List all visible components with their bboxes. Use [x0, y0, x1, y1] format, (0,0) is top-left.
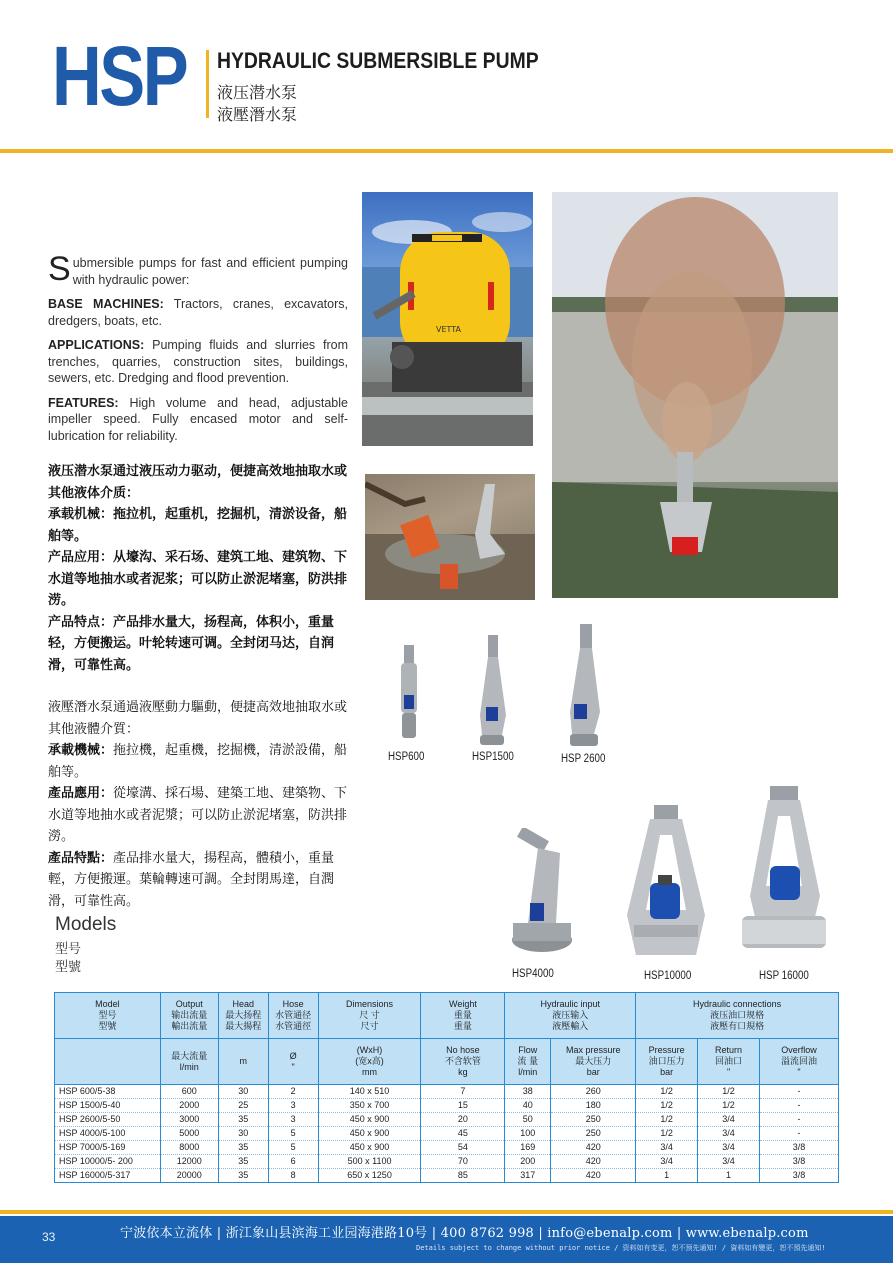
chinese-traditional — [48, 697, 348, 912]
value-cell: 600 — [160, 1085, 218, 1099]
truck-photo — [362, 192, 533, 446]
base-text: Tractors, cranes, excavators, dredgers, boats, etc. — [48, 297, 348, 328]
footer-contact: 宁波依本立流体 | 浙江象山县滨海工业园海港路10号 | 400 8762 998 | info@ebenalp.com | www.ebenalp.com — [120, 1226, 809, 1241]
value-cell: 35 — [218, 1169, 268, 1183]
page-title: HYDRAULIC SUBMERSIBLE PUMP — [217, 48, 539, 73]
cn-paragraph: 产品应用：从壕沟、采石场、建筑工地、建筑物、下水道等地抽水或者泥浆；可以防止淤泥堵塞，防洪排涝。 — [48, 550, 348, 608]
value-cell: 1 — [636, 1169, 698, 1183]
value-cell: 2 — [268, 1085, 318, 1099]
unit-return: Return 回油口 " — [698, 1039, 760, 1085]
value-cell: 3/8 — [760, 1169, 839, 1183]
cn-trad-paragraph — [48, 740, 348, 783]
label-hsp16000: HSP 16000 — [759, 970, 809, 982]
truck-illustration — [362, 192, 533, 446]
value-cell: 650 x 1250 — [318, 1169, 421, 1183]
hsp16000-image — [740, 786, 830, 956]
intro-lead — [48, 250, 348, 288]
value-cell: 100 — [505, 1127, 551, 1141]
value-cell: 6 — [268, 1155, 318, 1169]
value-cell: - — [760, 1127, 839, 1141]
value-cell: 3/4 — [698, 1155, 760, 1169]
value-cell: 85 — [421, 1169, 505, 1183]
value-cell: 1 — [698, 1169, 760, 1183]
value-cell: 180 — [551, 1099, 636, 1113]
cn-trad-paragraph — [48, 783, 348, 848]
value-cell: 50 — [505, 1113, 551, 1127]
unit-max-pressure: Max pressure 最大压力 bar — [551, 1039, 636, 1085]
spec-table — [54, 992, 839, 1183]
value-cell: 169 — [505, 1141, 551, 1155]
value-cell: 45 — [421, 1127, 505, 1141]
trench-photo — [365, 474, 535, 600]
subtitle-simplified: 液压潜水泵 — [217, 83, 298, 102]
value-cell: 260 — [551, 1085, 636, 1099]
table-row — [55, 1113, 839, 1127]
applications-text: Pumping fluids and slurries from trenches, quarries, construction sites, buildings, sewers, etc. Dredging and flood prevention. — [48, 338, 348, 385]
intro-applications — [48, 337, 348, 387]
label-hsp1500: HSP1500 — [472, 751, 514, 763]
intro-lead-text: ubmersible pumps for fast and efficient pumping with hydraulic power: — [72, 256, 348, 287]
value-cell: - — [760, 1113, 839, 1127]
models-subtitle-traditional: 型號 — [55, 960, 82, 975]
features-text: High volume and head, adjustable impeller speed. Fully encased motor and self-lubrication for reliability. — [48, 395, 348, 443]
base-label: BASE MACHINES: — [48, 297, 164, 311]
value-cell: 5 — [268, 1141, 318, 1155]
table-unit-row — [55, 1039, 839, 1085]
hsp-logo: HSP — [52, 29, 187, 123]
header-divider — [206, 50, 209, 118]
models-subtitle-simplified: 型号 — [55, 942, 82, 957]
value-cell: 54 — [421, 1141, 505, 1155]
footer-disclaimer: Details subject to change without prior notice / 资料如有变更，恕不预先通知! / 資料如有變更，恕不預先通知! — [416, 1244, 826, 1252]
unit-pressure: Pressure 油口压力 bar — [636, 1039, 698, 1085]
intro-base — [48, 296, 348, 329]
value-cell: 25 — [218, 1099, 268, 1113]
value-cell: 1/2 — [636, 1113, 698, 1127]
value-cell: 3000 — [160, 1113, 218, 1127]
model-cell: HSP 10000/5- 200 — [55, 1155, 161, 1169]
intro-english — [48, 250, 348, 452]
cn-trad-paragraph — [48, 848, 348, 913]
table-row — [55, 1099, 839, 1113]
subtitle-traditional: 液壓潛水泵 — [217, 105, 298, 124]
value-cell: 2000 — [160, 1099, 218, 1113]
header-dimensions: Dimensions 尺 寸 尺寸 — [318, 993, 421, 1039]
model-cell: HSP 600/5-38 — [55, 1085, 161, 1099]
unit-model — [55, 1039, 161, 1085]
label-hsp2600: HSP 2600 — [561, 753, 606, 765]
value-cell: 1/2 — [636, 1127, 698, 1141]
value-cell: 3/4 — [698, 1113, 760, 1127]
hsp10000-image — [620, 805, 712, 965]
model-cell: HSP 4000/5-100 — [55, 1127, 161, 1141]
table-body — [55, 1085, 839, 1183]
value-cell: 1/2 — [698, 1085, 760, 1099]
header-head: Head 最大扬程 最大揚程 — [218, 993, 268, 1039]
cn-paragraph: 产品特点：产品排水量大，扬程高，体积小，重量轻，方便搬运。叶轮转速可调。全封闭马达，自润滑，可靠性高。 — [48, 614, 335, 673]
cn-trad-text: 產品排水量大，揚程高，體積小，重量輕，方便搬運。葉輪轉速可調。全封閉馬達，自潤滑，可靠性高。 — [48, 850, 335, 909]
models-title: Models — [55, 914, 117, 935]
value-cell: 70 — [421, 1155, 505, 1169]
value-cell: 3/4 — [636, 1141, 698, 1155]
cn-trad-key: 產品特點： — [48, 850, 114, 866]
value-cell: 450 x 900 — [318, 1127, 421, 1141]
table-row — [55, 1127, 839, 1141]
value-cell: 3 — [268, 1113, 318, 1127]
value-cell: 8 — [268, 1169, 318, 1183]
table-row — [55, 1141, 839, 1155]
value-cell: 350 x 700 — [318, 1099, 421, 1113]
trench-illustration — [365, 474, 535, 600]
spray-illustration — [552, 192, 838, 598]
truck-sign: VETTA — [436, 325, 462, 334]
label-hsp4000: HSP4000 — [512, 968, 554, 980]
intro-features — [48, 395, 348, 445]
cn-trad-text: 液壓潛水泵通過液壓動力驅動，便捷高效地抽取水或其他液體介質： — [48, 700, 348, 737]
value-cell: 12000 — [160, 1155, 218, 1169]
cn-trad-key: 產品應用： — [48, 786, 114, 801]
unit-output: 最大流量 l/min — [160, 1039, 218, 1085]
header-model: Model 型号 型號 — [55, 993, 161, 1039]
table-row — [55, 1169, 839, 1183]
table-header-row — [55, 993, 839, 1039]
value-cell: 3/8 — [760, 1155, 839, 1169]
label-hsp10000: HSP10000 — [644, 970, 692, 982]
table-row — [55, 1155, 839, 1169]
cn-trad-text: 從壕溝、採石場、建築工地、建築物、下水道等地抽水或者泥漿；可以防止淤泥堵塞，防洪排澇。 — [48, 786, 348, 844]
value-cell: 1/2 — [636, 1099, 698, 1113]
value-cell: 20 — [421, 1113, 505, 1127]
value-cell: 420 — [551, 1141, 636, 1155]
value-cell: 15 — [421, 1099, 505, 1113]
header-hydraulic-input: Hydraulic input 液压输入 液壓輸入 — [505, 993, 636, 1039]
page-number: 33 — [42, 1230, 56, 1244]
value-cell: 5 — [268, 1127, 318, 1141]
model-cell: HSP 16000/5-317 — [55, 1169, 161, 1183]
value-cell: 1/2 — [636, 1085, 698, 1099]
header-hose: Hose 水管通径 水管通徑 — [268, 993, 318, 1039]
value-cell: 5000 — [160, 1127, 218, 1141]
cn-paragraph: 承载机械：拖拉机，起重机，挖掘机，清淤设备，船舶等。 — [48, 507, 348, 544]
value-cell: 7 — [421, 1085, 505, 1099]
value-cell: 3/4 — [636, 1155, 698, 1169]
value-cell: 35 — [218, 1155, 268, 1169]
value-cell: 3 — [268, 1099, 318, 1113]
model-cell: HSP 1500/5-40 — [55, 1099, 161, 1113]
header-hydraulic-connections: Hydraulic connections 液压油口规格 液壓有口規格 — [636, 993, 839, 1039]
value-cell: 20000 — [160, 1169, 218, 1183]
unit-dimensions: (WxH) (宽x高) mm — [318, 1039, 421, 1085]
value-cell: 38 — [505, 1085, 551, 1099]
value-cell: - — [760, 1085, 839, 1099]
value-cell: 450 x 900 — [318, 1113, 421, 1127]
cn-trad-paragraph — [48, 697, 348, 740]
value-cell: 250 — [551, 1127, 636, 1141]
value-cell: 1/2 — [698, 1099, 760, 1113]
cn-trad-text: 拖拉機，起重機，挖掘機，清淤設備，船舶等。 — [48, 743, 348, 780]
value-cell: - — [760, 1099, 839, 1113]
unit-head: m — [218, 1039, 268, 1085]
value-cell: 40 — [505, 1099, 551, 1113]
unit-hose: Ø " — [268, 1039, 318, 1085]
dropcap: S — [48, 250, 71, 288]
spray-photo — [552, 192, 838, 598]
header-weight: Weight 重量 重量 — [421, 993, 505, 1039]
value-cell: 450 x 900 — [318, 1141, 421, 1155]
model-cell: HSP 7000/5-169 — [55, 1141, 161, 1155]
footer-rule — [0, 1210, 893, 1214]
features-label: FEATURES: — [48, 395, 119, 410]
label-hsp600: HSP600 — [388, 751, 425, 763]
value-cell: 8000 — [160, 1141, 218, 1155]
model-cell: HSP 2600/5-50 — [55, 1113, 161, 1127]
hsp2600-image — [560, 624, 610, 750]
unit-flow: Flow 流 量 l/min — [505, 1039, 551, 1085]
cn-trad-key: 承載機械： — [48, 743, 114, 758]
unit-overflow: Overflow 溢流回油 " — [760, 1039, 839, 1085]
value-cell: 35 — [218, 1113, 268, 1127]
applications-label: APPLICATIONS: — [48, 338, 145, 352]
unit-weight: No hose 不含软管 kg — [421, 1039, 505, 1085]
value-cell: 35 — [218, 1141, 268, 1155]
table-row — [55, 1085, 839, 1099]
value-cell: 500 x 1100 — [318, 1155, 421, 1169]
cn-paragraph: 液压潜水泵通过液压动力驱动，便捷高效地抽取水或其他液体介质： — [48, 464, 348, 501]
chinese-simplified — [48, 461, 348, 676]
value-cell: 30 — [218, 1085, 268, 1099]
header-rule — [0, 149, 893, 153]
value-cell: 3/8 — [760, 1141, 839, 1155]
hsp1500-image — [472, 635, 517, 750]
header-output: Output 输出流量 輸出流量 — [160, 993, 218, 1039]
value-cell: 140 x 510 — [318, 1085, 421, 1099]
value-cell: 317 — [505, 1169, 551, 1183]
value-cell: 3/4 — [698, 1141, 760, 1155]
hsp4000-image — [508, 828, 578, 963]
hsp600-image — [390, 645, 430, 745]
value-cell: 420 — [551, 1169, 636, 1183]
value-cell: 30 — [218, 1127, 268, 1141]
value-cell: 250 — [551, 1113, 636, 1127]
value-cell: 420 — [551, 1155, 636, 1169]
value-cell: 200 — [505, 1155, 551, 1169]
value-cell: 3/4 — [698, 1127, 760, 1141]
